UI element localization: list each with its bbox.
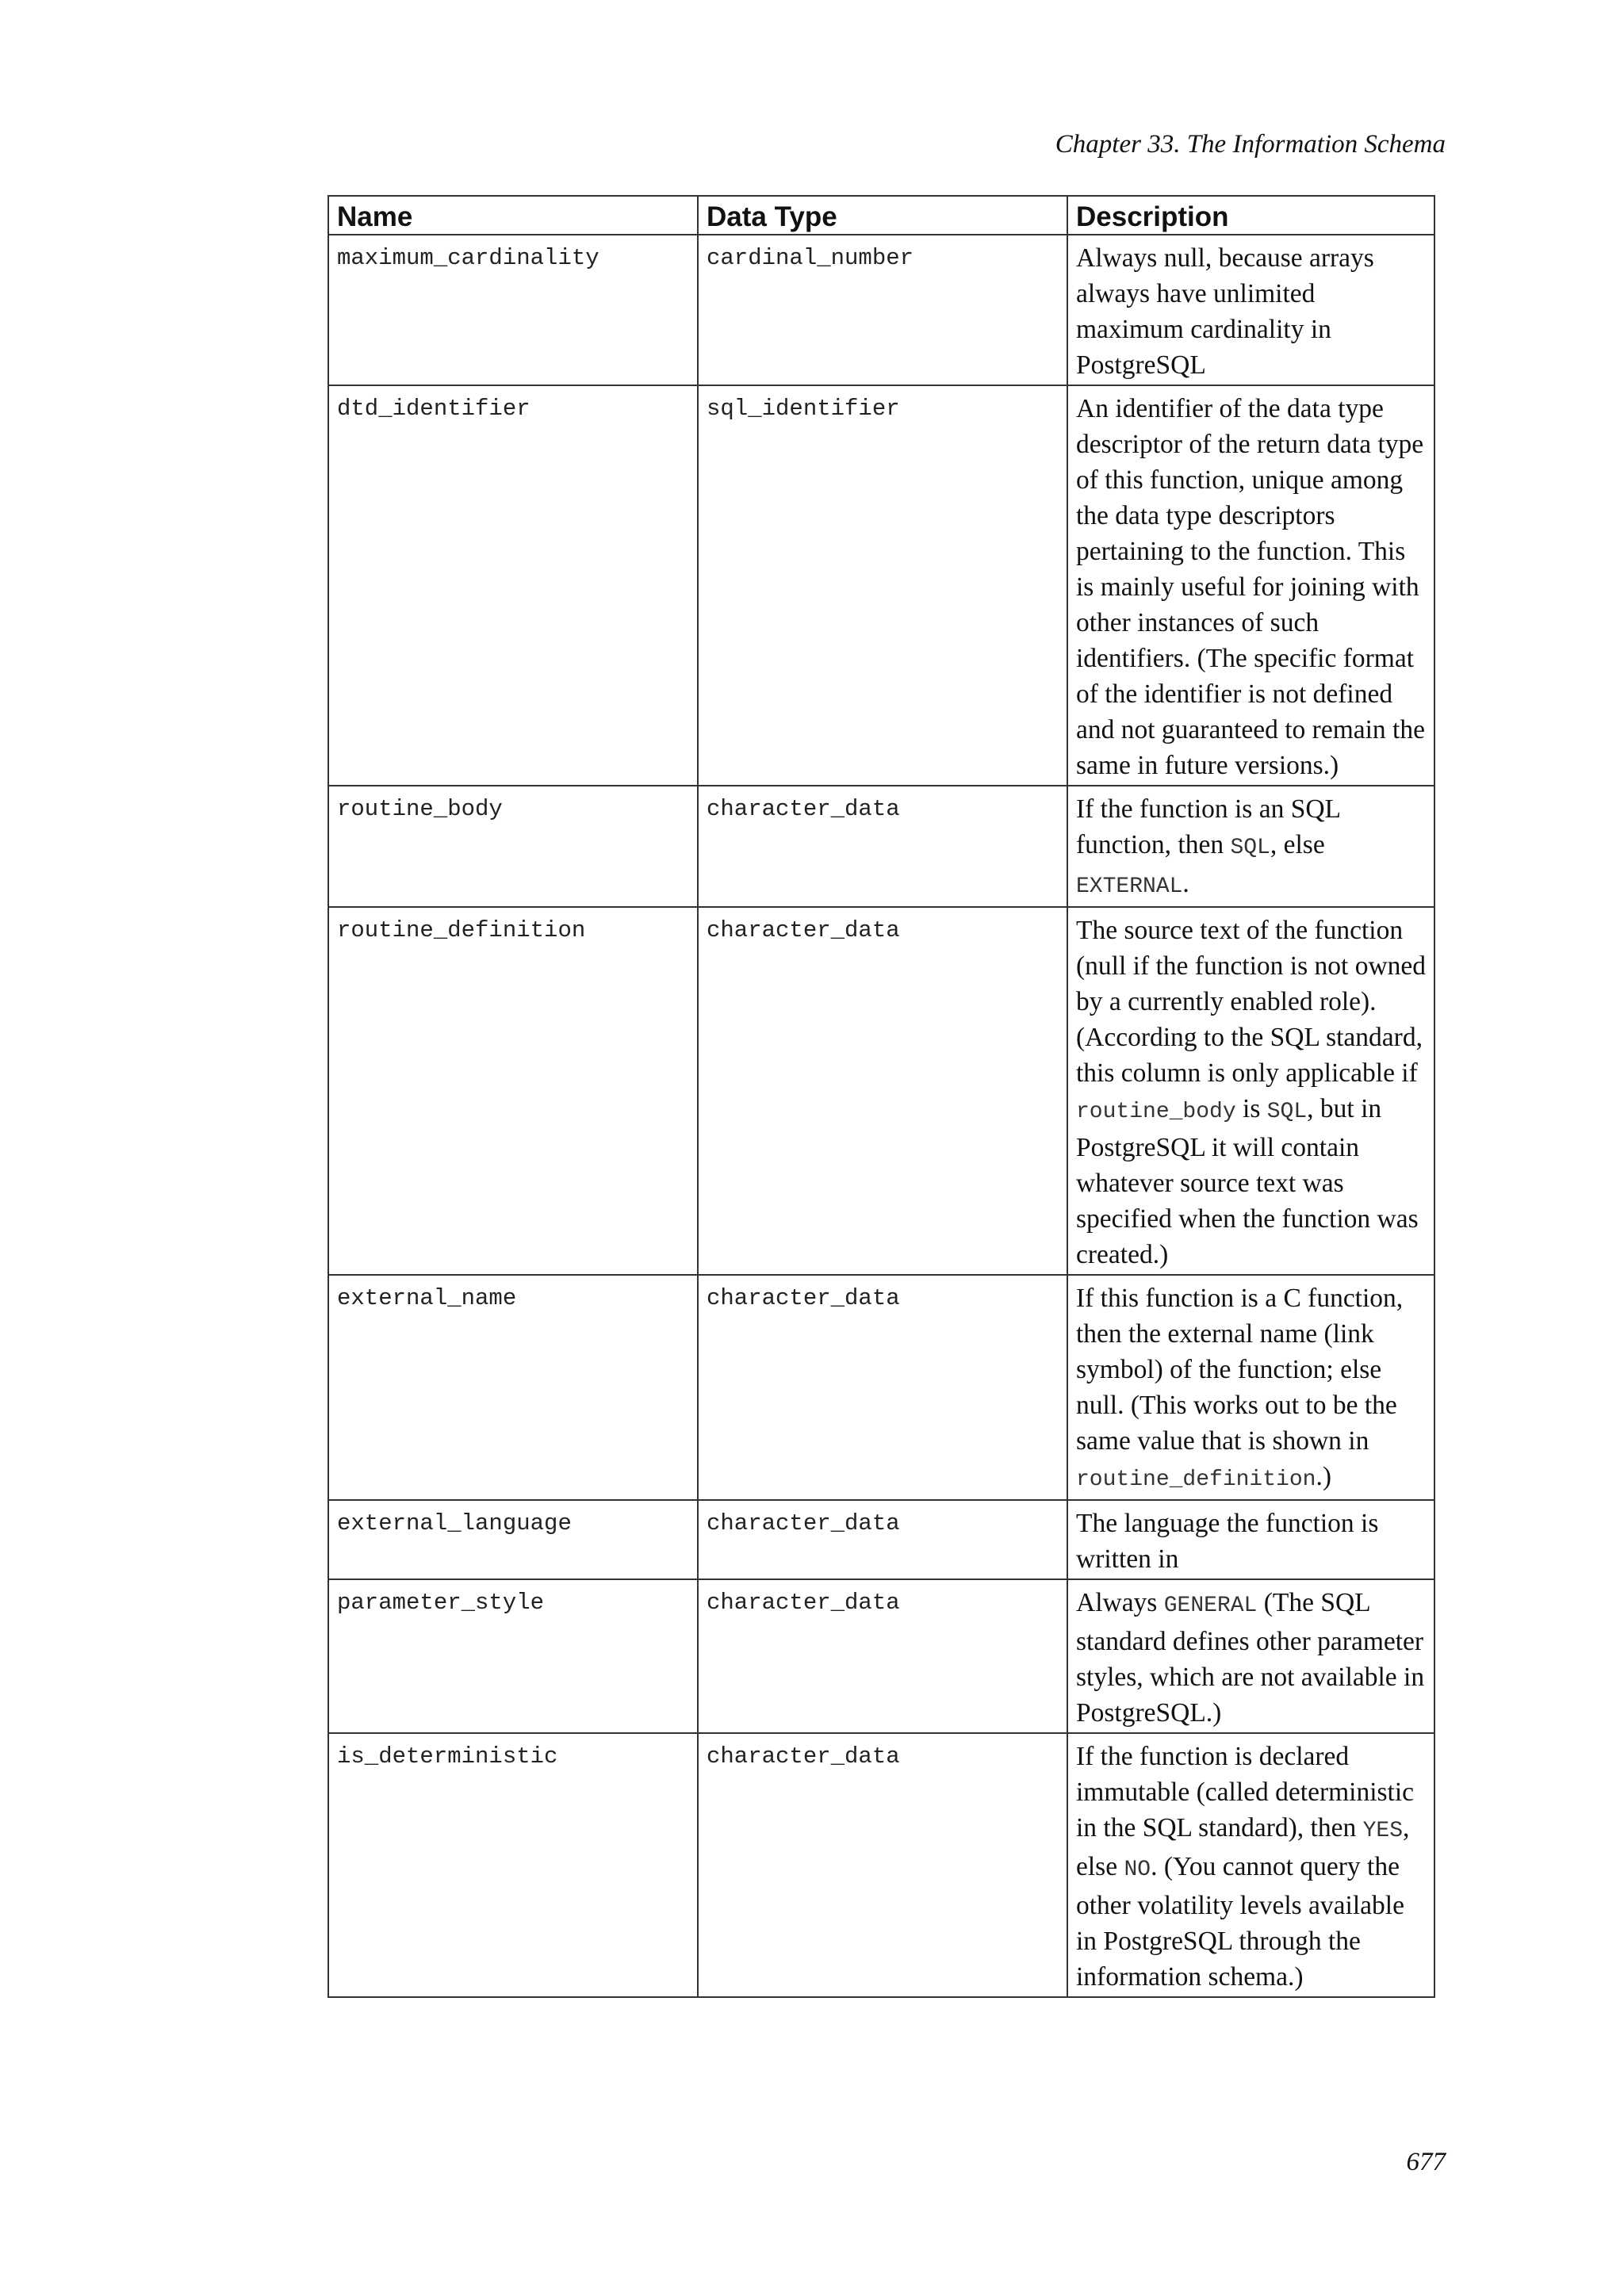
cell-description: [1067, 235, 1434, 385]
inline-code: EXTERNAL: [1076, 874, 1183, 899]
table-row: [328, 1579, 1434, 1733]
cell-description: [1067, 786, 1434, 907]
table-row: [328, 907, 1434, 1275]
cell-name: external_language: [328, 1500, 698, 1579]
cell-data-type: sql_identifier: [698, 385, 1067, 786]
description-text: (The SQL standard defines other parameter styles, which are not available in PostgreSQL.): [1076, 1588, 1425, 1728]
cell-data-type: character_data: [698, 1275, 1067, 1500]
description-text: The language the function is written in: [1076, 1509, 1379, 1574]
description-text: .): [1316, 1462, 1331, 1491]
inline-code: SQL: [1266, 1100, 1308, 1124]
table-body: [328, 235, 1434, 1997]
description-text: If the function is declared immutable (called deterministic in the SQL standard), then: [1076, 1742, 1415, 1843]
cell-name: maximum_cardinality: [328, 235, 698, 385]
running-header: Chapter 33. The Information Schema: [1055, 130, 1446, 159]
table-row: [328, 1500, 1434, 1579]
cell-data-type: character_data: [698, 907, 1067, 1275]
inline-code: routine_definition: [1076, 1468, 1316, 1492]
cell-description: [1067, 1275, 1434, 1500]
description-text: , but in PostgreSQL it will contain whatever source text was specified when the function was created.): [1076, 1094, 1419, 1269]
cell-name: routine_body: [328, 786, 698, 907]
description-text: , else: [1270, 830, 1325, 859]
cell-data-type: character_data: [698, 1579, 1067, 1733]
column-header-data-type: Data Type: [698, 196, 1067, 235]
cell-data-type: character_data: [698, 1733, 1067, 1997]
description-text: An identifier of the data type descriptor of the return data type of this function, unique among the data type descriptors pertaining to the function. This is mainly useful for joining with other instances of such identifiers. (The specific format of the identifier is not defined and not guaranteed to remain the same in future versions.): [1076, 394, 1425, 780]
inline-code: NO: [1124, 1858, 1151, 1882]
description-text: is: [1235, 1094, 1267, 1123]
description-text: If the function is an SQL function, then: [1076, 794, 1340, 859]
table-row: [328, 1275, 1434, 1500]
description-text: If this function is a C function, then the external name (link symbol) of the function; else null. (This works out to be the same value that is shown in: [1076, 1284, 1404, 1456]
cell-description: [1067, 1733, 1434, 1997]
cell-name: routine_definition: [328, 907, 698, 1275]
schema-table: [327, 195, 1435, 1998]
description-text: Always: [1076, 1588, 1164, 1617]
column-header-description: Description: [1067, 196, 1434, 235]
cell-data-type: cardinal_number: [698, 235, 1067, 385]
cell-description: [1067, 907, 1434, 1275]
table-header: [328, 196, 1434, 235]
cell-data-type: character_data: [698, 786, 1067, 907]
cell-name: is_deterministic: [328, 1733, 698, 1997]
table-row: [328, 235, 1434, 385]
table-row: [328, 385, 1434, 786]
page-number: 677: [1406, 2148, 1446, 2176]
description-text: . (You cannot query the other volatility levels available in PostgreSQL through the information schema.): [1076, 1852, 1404, 1992]
description-text: The source text of the function (null if the function is not owned by a currently enabled role). (According to the SQL standard, this column is only applicable if: [1076, 916, 1427, 1088]
description-text: Always null, because arrays always have unlimited maximum cardinality in PostgreSQL: [1076, 243, 1374, 380]
description-text: , else: [1076, 1813, 1410, 1881]
cell-description: [1067, 1500, 1434, 1579]
inline-code: SQL: [1230, 836, 1270, 860]
cell-data-type: character_data: [698, 1500, 1067, 1579]
cell-name: dtd_identifier: [328, 385, 698, 786]
cell-description: [1067, 1579, 1434, 1733]
inline-code: GENERAL: [1163, 1594, 1258, 1618]
column-header-name: Name: [328, 196, 698, 235]
cell-description: [1067, 385, 1434, 786]
cell-name: external_name: [328, 1275, 698, 1500]
table-header-row: [328, 196, 1434, 235]
description-text: .: [1182, 869, 1189, 898]
cell-name: parameter_style: [328, 1579, 698, 1733]
inline-code: YES: [1362, 1819, 1404, 1843]
inline-code: routine_body: [1076, 1100, 1236, 1124]
table-row: [328, 1733, 1434, 1997]
table-row: [328, 786, 1434, 907]
